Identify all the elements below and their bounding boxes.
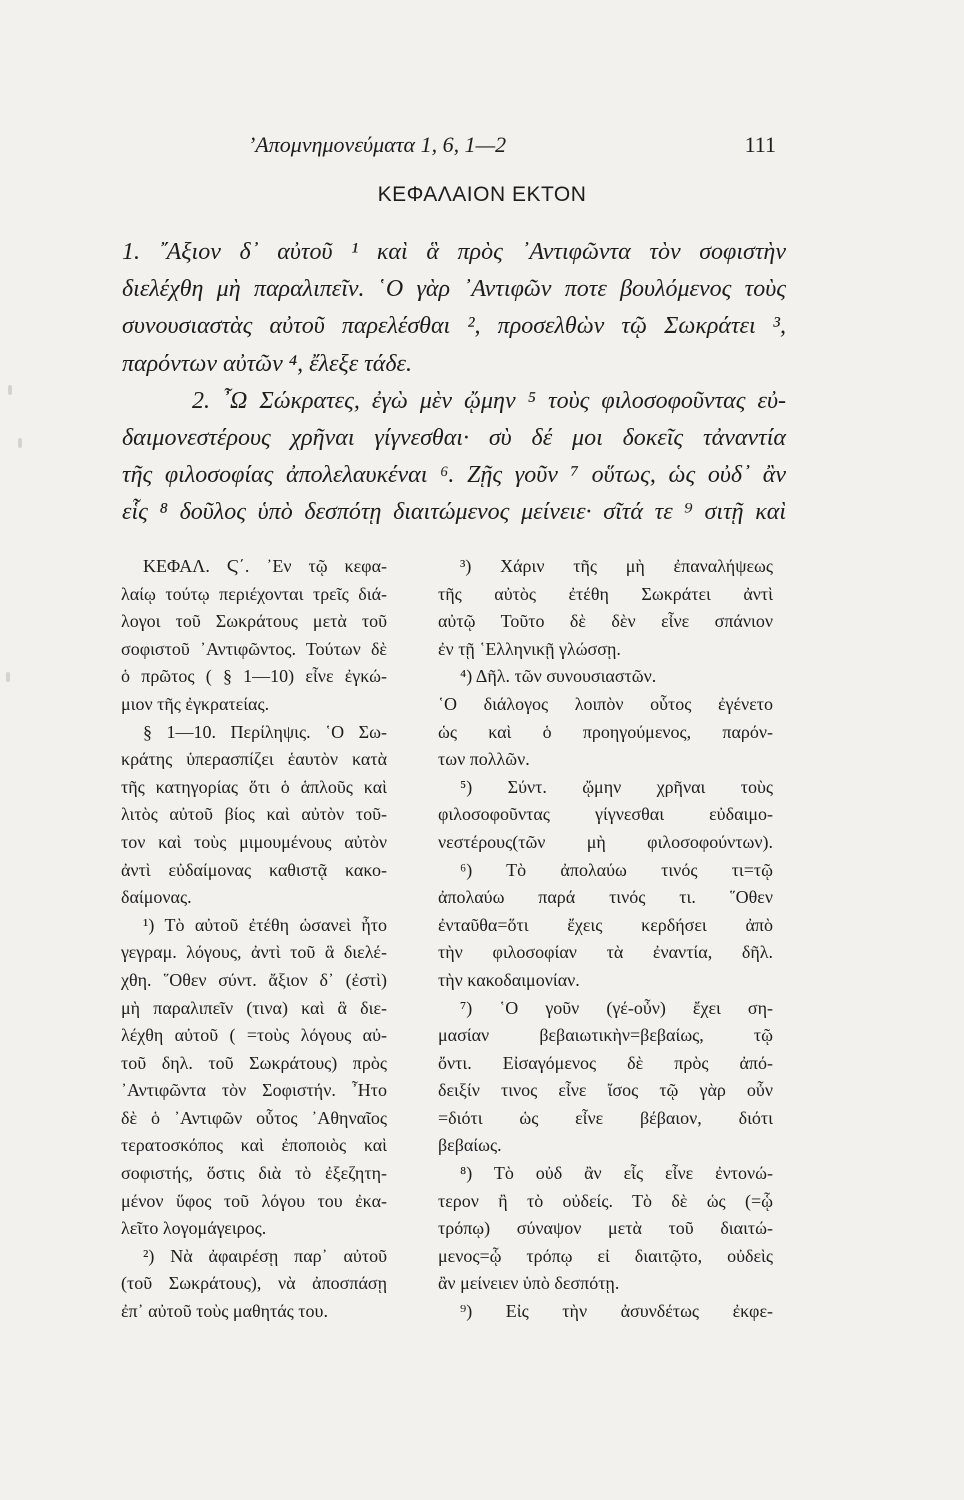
main-text bbox=[122, 234, 786, 532]
running-head bbox=[248, 132, 776, 162]
main-text-line: συνουσιαστὰς αὐτοῦ παρελέσθαι ², προσελθὼν τῷ Σωκράτει ³, bbox=[122, 313, 786, 340]
footnote-line: ¹) Τὸ αὐτοῦ ἐτέθη ὡσανεὶ ἦτο bbox=[143, 914, 387, 935]
footnote-line: μένον ὕφος τοῦ λόγου του ἐκα- bbox=[121, 1190, 387, 1211]
commentary-line: δαίμονας. bbox=[121, 887, 192, 908]
footnote-line: τερον ἢ τὸ οὐδείς. Τὸ δὲ ὡς (=ᾧ bbox=[438, 1190, 773, 1211]
footnote-line: αὐτῷ Τοῦτο δὲ δὲν εἶνε σπάνιον bbox=[438, 611, 773, 632]
footnote-line: τοῦ δηλ. τοῦ Σωκράτους) πρὸς bbox=[121, 1052, 387, 1073]
footnote-line: ³) Χάριν τῆς μὴ ἐπαναλήψεως bbox=[460, 556, 773, 576]
footnote-line: γεγραμ. λόγους, ἀντὶ τοῦ ἃ διελέ- bbox=[121, 942, 387, 963]
footnote-line: των πολλῶν. bbox=[438, 749, 530, 770]
footnote-line: ἐν τῇ ῾Ελληνικῇ γλώσσῃ. bbox=[438, 638, 621, 659]
footnote-line: ἂν μείνειεν ὑπὸ δεσπότῃ. bbox=[438, 1273, 620, 1294]
main-text-line: διελέχθη μὴ παραλιπεῖν. ῾Ο γὰρ ᾿Αντιφῶν ποτε βουλόμενος τοὺς bbox=[122, 276, 786, 303]
commentary-line: σοφιστοῦ ᾽Αντιφῶντος. Τούτων δὲ bbox=[121, 638, 387, 659]
footnote-line: ἐπ᾽ αὐτοῦ τοὺς μαθητάς του. bbox=[121, 1301, 328, 1322]
footnote-line: βεβαίως. bbox=[438, 1135, 502, 1156]
main-text-line: τῆς φιλοσοφίας ἀπολελαυκέναι ⁶. Ζῇς γοῦν ⁷ οὕτως, ὡς οὐδ᾽ ἂν bbox=[122, 462, 786, 489]
footnote-line: =διότι ὡς εἶνε βέβαιον, διότι bbox=[438, 1107, 773, 1128]
footnote-line: μὴ παραλιπεῖν (τινα) καὶ ἃ διε- bbox=[121, 997, 387, 1018]
commentary-line: ὁ πρῶτος ( § 1—10) εἶνε ἐγκώ- bbox=[121, 666, 387, 687]
commentary-line: κράτης ὑπερασπίζει ἑαυτὸν κατὰ bbox=[121, 749, 387, 770]
main-text-line: δαιμονεστέρους χρῆναι γίγνεσθαι· σὺ δέ μοι δοκεῖς τἀναντία bbox=[122, 424, 786, 451]
commentary-line: ΚΕΦΑΛ. Ϛ΄. ᾽Εν τῷ κεφα- bbox=[143, 556, 387, 576]
footnote-line: μασίαν βεβαιωτικὴν=βεβαίως, τῷ bbox=[438, 1025, 773, 1046]
footnote-line: τὴν κακοδαιμονίαν. bbox=[438, 969, 580, 990]
paper-speck bbox=[6, 672, 10, 682]
main-text-line: 1. ῎Αξιον δ᾽ αὐτοῦ ¹ καὶ ἃ πρὸς ᾿Αντιφῶντα τὸν σοφιστὴν bbox=[122, 239, 786, 265]
footnote-line: τρόπῳ) σύναψον μετὰ τοῦ διαιτώ- bbox=[438, 1218, 773, 1239]
footnote-line: ⁸) Τὸ οὐδ ἂν εἷς εἶνε ἐντονώ- bbox=[460, 1163, 773, 1184]
footnote-line: ἀπολαύω παρά τινός τι. ῞Οθεν bbox=[438, 887, 773, 908]
paper-speck bbox=[8, 385, 12, 395]
commentary-line: λιτὸς αὐτοῦ βίος καὶ αὐτὸν τοῦ- bbox=[121, 804, 387, 825]
left-commentary-column bbox=[121, 553, 387, 1326]
commentary-line: λαίῳ τούτῳ περιέχονται τρεῖς διά- bbox=[121, 583, 387, 604]
footnote-line: ⁹) Εἰς τὴν ἀσυνδέτως ἐκφε- bbox=[460, 1301, 773, 1322]
footnote-line: ⁵) Σύντ. ᾤμην χρῆναι τοὺς bbox=[460, 776, 773, 797]
commentary-line: § 1—10. Περίληψις. ῾Ο Σω- bbox=[143, 721, 387, 742]
footnote-line: ⁷) ῾Ο γοῦν (γέ-οὖν) ἔχει ση- bbox=[460, 997, 773, 1018]
chapter-title: ΚΕΦΑΛΑΙΟΝ ΕΚΤΟΝ bbox=[377, 183, 587, 206]
footnote-line: (τοῦ Σωκράτους), νὰ ἀποσπάσῃ bbox=[121, 1273, 387, 1294]
footnote-line: ᾽Αντιφῶντα τὸν Σοφιστήν. ῏Ητο bbox=[121, 1080, 387, 1101]
footnote-line: λεῖτο λογομάγειρος. bbox=[121, 1218, 267, 1239]
footnote-line: ὄντι. Εἰσαγόμενος δὲ πρὸς ἀπό- bbox=[438, 1052, 773, 1073]
main-text-line: παρόντων αὐτῶν ⁴, ἔλεξε τάδε. bbox=[122, 350, 412, 377]
main-text-line: εἷς ⁸ δοῦλος ὑπὸ δεσπότῃ διαιτώμενος μείνειε· σῖτά τε ⁹ σιτῇ καὶ bbox=[122, 499, 786, 526]
commentary-line: τῆς κατηγορίας ὅτι ὁ ἁπλοῦς καὶ bbox=[121, 776, 387, 797]
main-text-line: 2. ῏Ω Σώκρατες, ἐγὼ μὲν ᾤμην ⁵ τοὺς φιλοσοφοῦντας εὐ- bbox=[192, 387, 786, 414]
footnote-line: χθη. ῞Οθεν σύντ. ἄξιον δ᾽ (ἐστὶ) bbox=[121, 969, 387, 990]
running-title: ’Απομνημονεύματα 1, 6, 1—2 bbox=[248, 132, 507, 157]
footnote-line: τὴν φιλοσοφίαν τὰ ἐναντία, δῆλ. bbox=[438, 942, 773, 963]
commentary-line: τον καὶ τοὺς μιμουμένους αὐτὸν bbox=[121, 831, 387, 852]
footnote-line: ἐνταῦθα=ὅτι ἔχεις κερδήσει ἀπὸ bbox=[438, 914, 773, 935]
commentary-line: λογοι τοῦ Σωκράτους μετὰ τοῦ bbox=[121, 611, 387, 632]
footnote-line: ⁶) Τὸ ἀπολαύω τινός τι=τῷ bbox=[460, 859, 773, 880]
footnote-line: δειξίν τινος εἶνε ἴσος τῷ γὰρ οὖν bbox=[438, 1080, 773, 1101]
paper-speck bbox=[18, 438, 22, 448]
footnote-line: σοφιστής, ὅστις διὰ τὸ ἐξεζητη- bbox=[121, 1163, 387, 1184]
right-footnotes-column bbox=[438, 553, 773, 1326]
footnote-line: δὲ ὁ ᾽Αντιφῶν οὗτος ᾽Αθηναῖος bbox=[121, 1107, 387, 1128]
commentary-line: μιον τῆς ἐγκρατείας. bbox=[121, 693, 270, 714]
footnote-line: ²) Νὰ ἀφαιρέσῃ παρ᾽ αὐτοῦ bbox=[143, 1245, 387, 1266]
footnote-line: μενος=ᾧ τρόπῳ εἰ διαιτῷτο, οὐδεὶς bbox=[438, 1245, 773, 1266]
commentary-line: ἀντὶ εὐδαίμονας καθιστᾷ κακο- bbox=[121, 859, 387, 880]
footnote-line: λέχθη αὐτοῦ ( =τοὺς λόγους αὐ- bbox=[121, 1025, 387, 1046]
footnote-line: ῾Ο διάλογος λοιπὸν οὗτος ἐγένετο bbox=[438, 693, 773, 714]
footnote-line: ὡς καὶ ὁ προηγούμενος, παρόν- bbox=[438, 721, 773, 742]
page-number: 111 bbox=[744, 132, 776, 157]
footnote-line: φιλοσοφοῦντας γίγνεσθαι εὐδαιμο- bbox=[438, 804, 773, 825]
footnote-line: ⁴) Δῆλ. τῶν συνουσιαστῶν. bbox=[460, 666, 657, 687]
footnote-line: τερατοσκόπος καὶ ἐποποιὸς καὶ bbox=[121, 1135, 387, 1156]
footnote-line: τῆς αὐτὸς ἐτέθη Σωκράτει ἀντὶ bbox=[438, 583, 773, 604]
footnote-line: νεστέρους(τῶν μὴ φιλοσοφούντων). bbox=[438, 831, 773, 852]
